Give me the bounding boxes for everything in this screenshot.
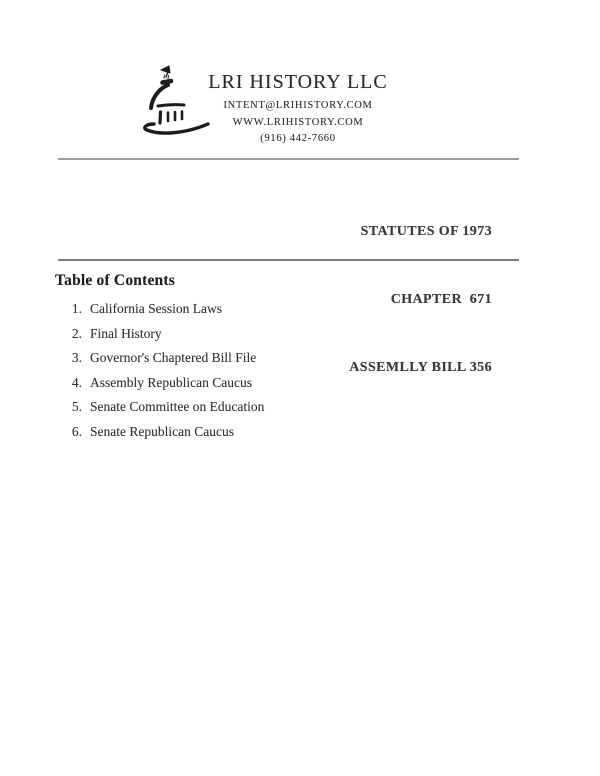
toc-item-label: Senate Committee on Education: [90, 399, 265, 415]
toc-item-number: 3.: [71, 350, 82, 366]
company-email: INTENT@LRIHISTORY.COM: [223, 100, 373, 111]
toc-heading: Table of Contents: [55, 272, 175, 289]
toc-item-number: 2.: [71, 325, 82, 341]
statute-reference-block: [349, 176, 492, 425]
letterhead: [178, 70, 418, 148]
toc-item-label: California Session Laws: [90, 301, 222, 316]
toc-item-label: Final History: [90, 325, 162, 341]
toc-item-label: Senate Republican Caucus: [90, 423, 234, 439]
company-phone: (916) 442-7660: [260, 133, 336, 144]
assembly-bill-line: ASSEMLLY BILL 356: [349, 359, 492, 375]
toc-item: [68, 351, 264, 365]
toc-item: [68, 400, 264, 414]
toc-item: [68, 425, 264, 439]
toc-item-number: 4.: [71, 374, 82, 390]
chapter-line: CHAPTER 671: [390, 291, 492, 307]
toc-item: [68, 302, 264, 316]
toc-item: [68, 327, 264, 341]
toc-item-number: 5.: [71, 399, 82, 415]
toc-list: [68, 302, 264, 450]
divider-bottom: [58, 259, 519, 261]
toc-item-number: 6.: [71, 423, 82, 439]
toc-item: [68, 376, 264, 390]
toc-item-label: Assembly Republican Caucus: [90, 374, 252, 390]
company-name: LRI HISTORY LLC: [208, 71, 388, 93]
toc-item-label: Governor's Chaptered Bill File: [90, 350, 257, 366]
divider-top: [58, 158, 519, 160]
toc-item-number: 1.: [71, 301, 82, 316]
company-website: WWW.LRIHISTORY.COM: [232, 116, 364, 128]
statutes-year-line: STATUTES OF 1973: [360, 224, 492, 240]
